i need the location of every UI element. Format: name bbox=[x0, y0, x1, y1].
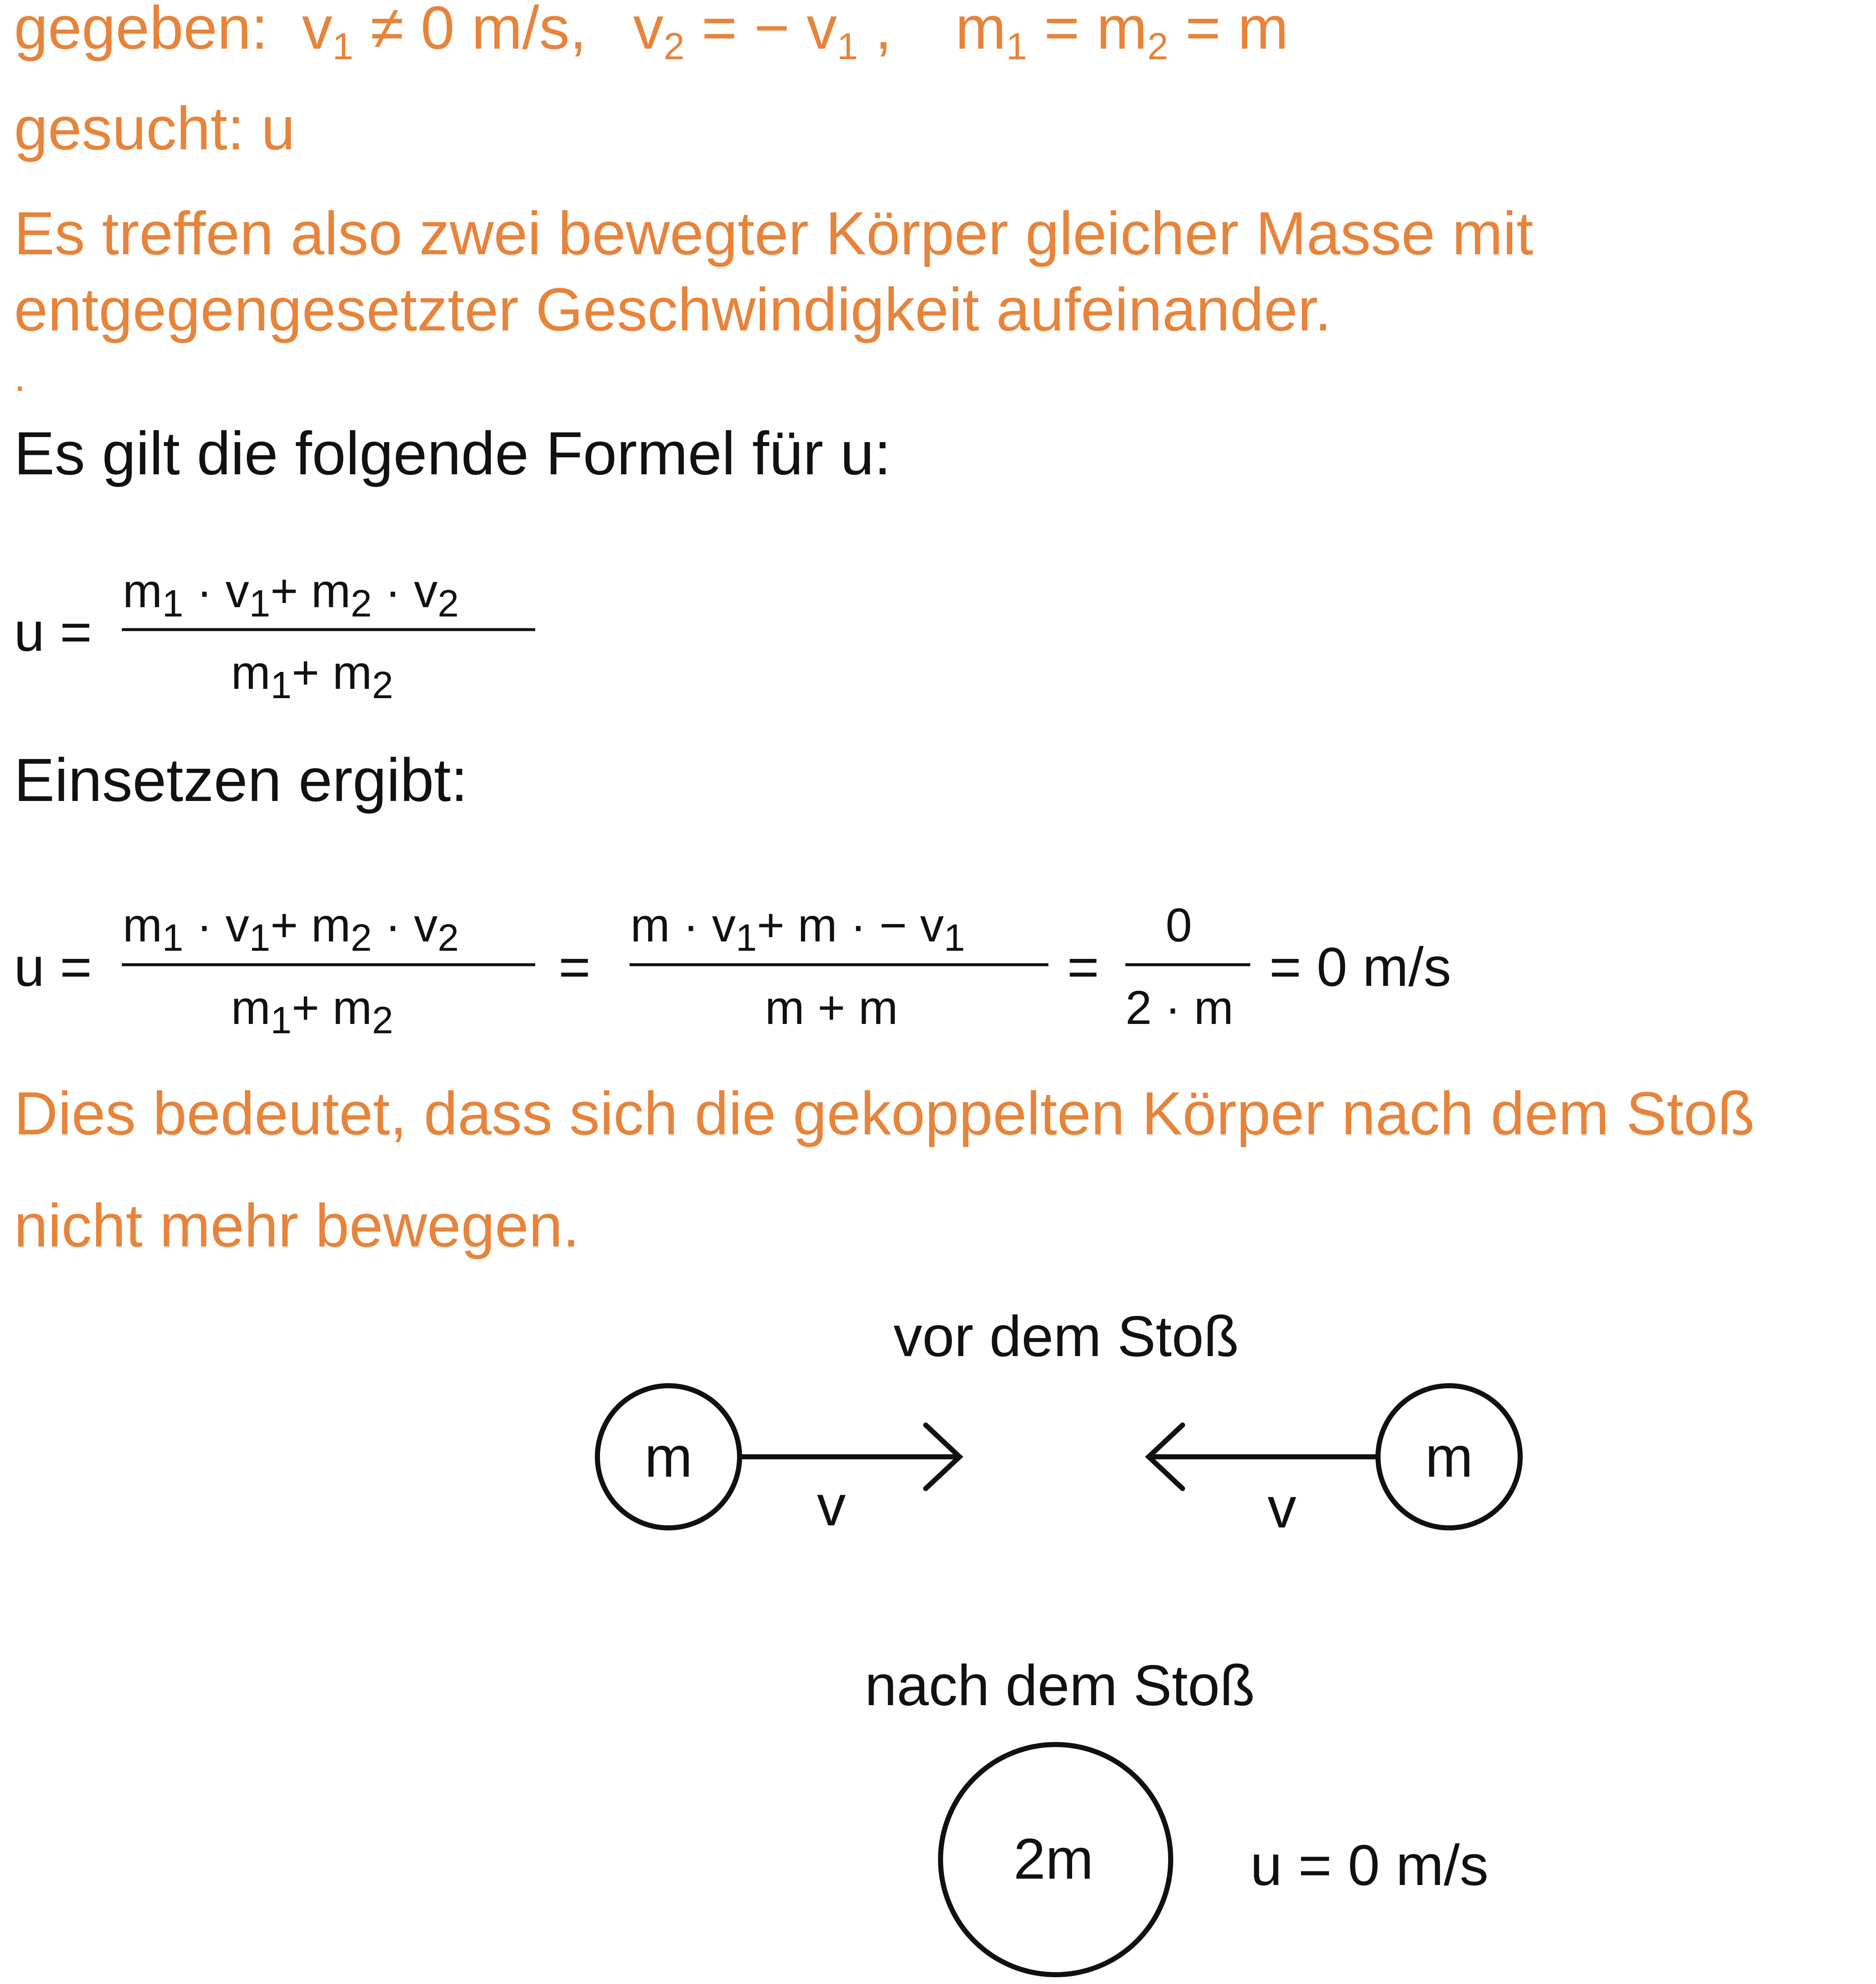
statement-line-1: Es treffen also zwei bewegter Körper gleicher Masse mit bbox=[14, 199, 1533, 267]
substitution-numerator-2: m · v1+ m · − v1 bbox=[630, 899, 965, 959]
after-collision-velocity: u = 0 m/s bbox=[1250, 1833, 1489, 1897]
substitution-denominator-3: 2 · m bbox=[1125, 981, 1234, 1034]
given-v2: v2 = − v1 , bbox=[633, 0, 892, 67]
given-v1: v1 ≠ 0 m/s, bbox=[302, 0, 587, 67]
after-collision-title: nach dem Stoß bbox=[864, 1653, 1255, 1717]
right-mass-label: m bbox=[1425, 1425, 1473, 1489]
substitution-result: = 0 m/s bbox=[1269, 936, 1451, 998]
formula-numerator: m1 · v1+ m2 · v2 bbox=[123, 564, 459, 625]
given-masses: m1 = m2 = m bbox=[955, 0, 1289, 67]
given-label: gegeben: bbox=[14, 0, 268, 62]
right-velocity-label: v bbox=[1268, 1475, 1296, 1540]
statement-line-2: entgegengesetzter Geschwindigkeit aufeinander. bbox=[14, 275, 1332, 344]
formula bbox=[14, 564, 535, 707]
conclusion-line-1: Dies bedeutet, dass sich die gekoppelten Körper nach dem Stoß bbox=[14, 1079, 1755, 1147]
separator-dot: . bbox=[14, 353, 26, 400]
formula-denominator: m1+ m2 bbox=[231, 646, 393, 707]
left-velocity-label: v bbox=[817, 1473, 846, 1538]
collision-diagram bbox=[597, 1304, 1520, 1975]
substitution-numerator-1: m1 · v1+ m2 · v2 bbox=[123, 899, 459, 959]
substitution-denominator-2: m + m bbox=[765, 981, 898, 1034]
formula-intro: Es gilt die folgende Formel für u: bbox=[14, 419, 891, 487]
combined-mass-label: 2m bbox=[1013, 1827, 1094, 1891]
substitution-numerator-3: 0 bbox=[1166, 899, 1192, 952]
substitution-intro: Einsetzen ergibt: bbox=[14, 746, 468, 814]
substitution-lhs: u = bbox=[14, 936, 92, 998]
before-collision-title: vor dem Stoß bbox=[893, 1304, 1239, 1368]
formula-lhs: u = bbox=[14, 601, 92, 663]
sought-line: gesucht: u bbox=[14, 94, 295, 162]
substitution-equals-2: = bbox=[1067, 936, 1099, 998]
substitution bbox=[14, 899, 1451, 1042]
left-mass-label: m bbox=[644, 1425, 693, 1489]
substitution-equals-1: = bbox=[558, 936, 591, 998]
conclusion-line-2: nicht mehr bewegen. bbox=[14, 1192, 580, 1260]
substitution-denominator-1: m1+ m2 bbox=[231, 981, 393, 1042]
